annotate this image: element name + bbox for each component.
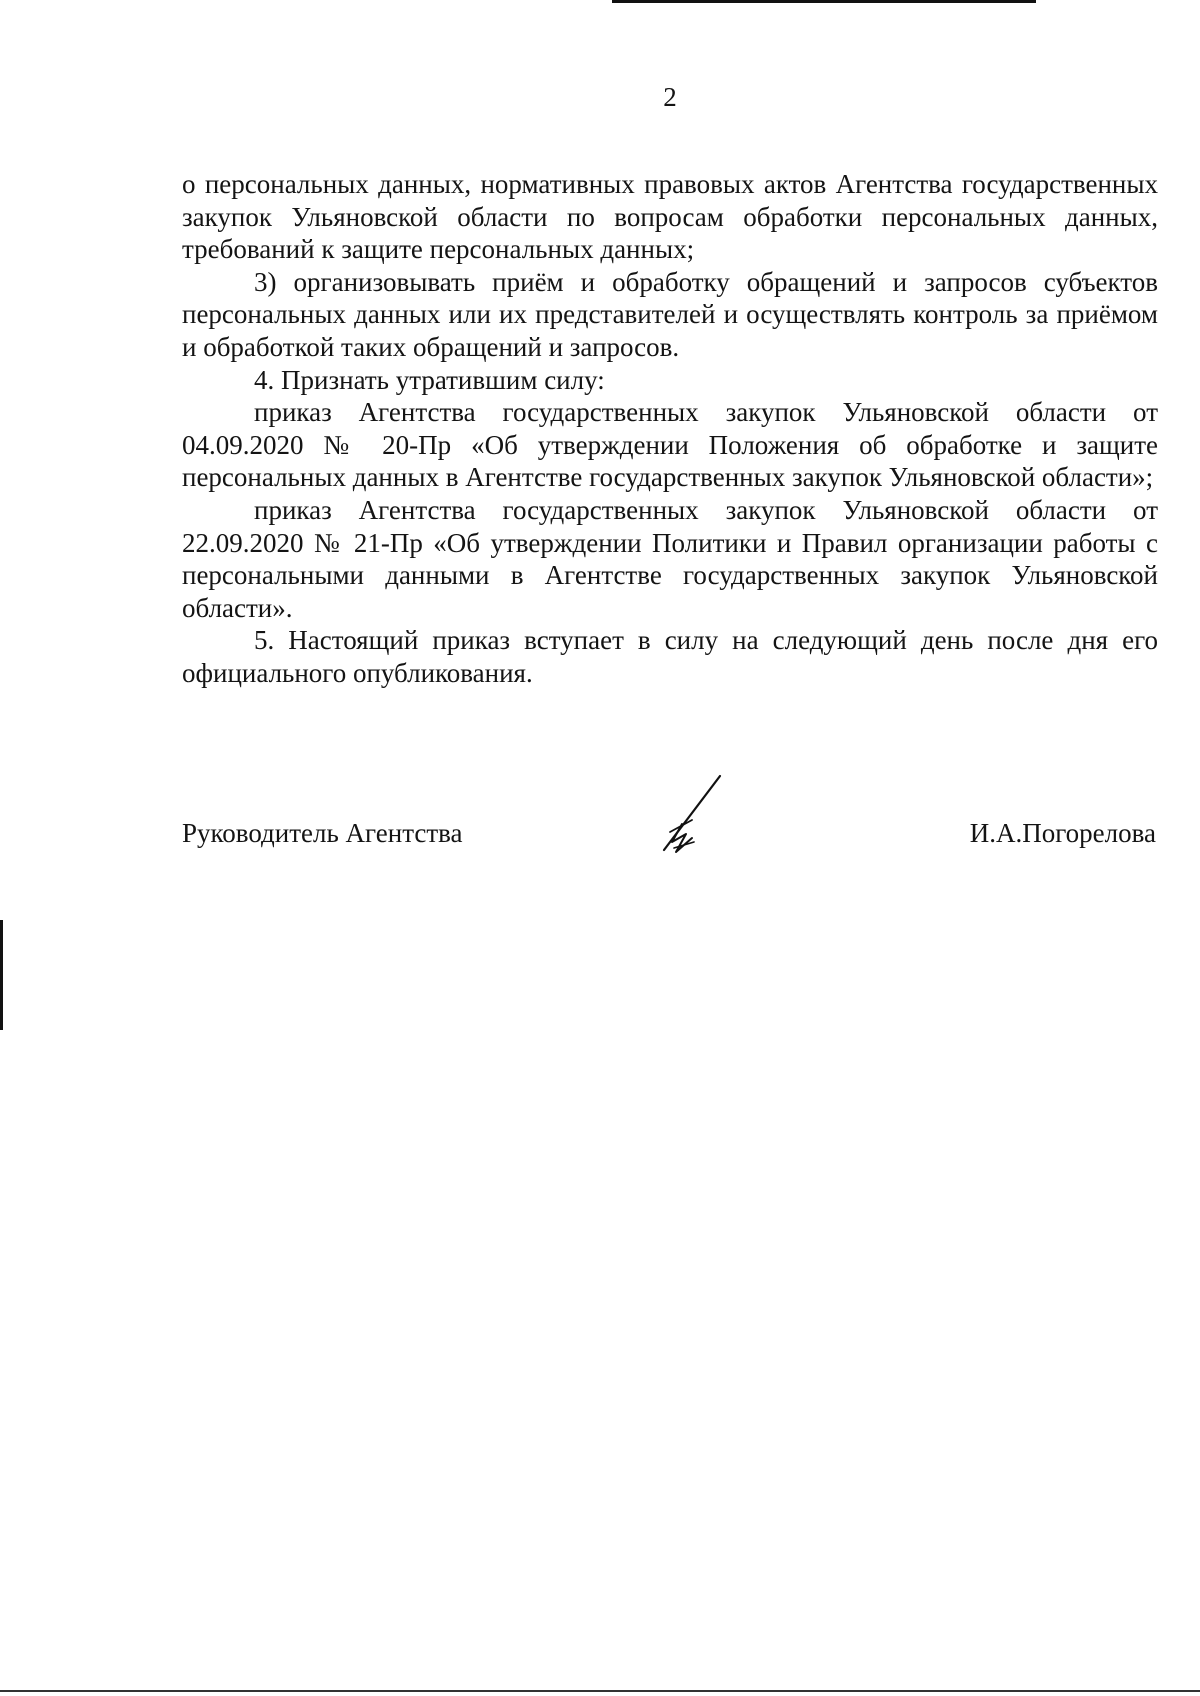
paragraph-item-5: 5. Настоящий приказ вступает в силу на следующий день после дня его официального опубликования. [182,625,1158,688]
scan-edge-top [612,0,1036,3]
signature-block [182,818,1156,858]
paragraph-item-3: 3) организовывать приём и обработку обращений и запросов субъектов персональных данных или их представителей и осуществлять контроль за приёмом и обработкой таких обращений и запросов. [182,266,1158,362]
scan-edge-left [0,920,3,1030]
signatory-name: И.А.Погорелова [969,818,1156,848]
handwritten-signature [652,772,732,862]
paragraph-item-4: 4. Признать утратившим силу: [254,364,605,395]
paragraph-repealed-order-2: приказ Агентства государственных закупок Ульяновской области от 22.09.2020 № 21-Пр «Об утверждении Политики и Правил организации работы с персональными данными в Агентстве государственных закупок Ульяновской области». [182,494,1158,623]
paragraph-continuation: о персональных данных, нормативных правовых актов Агентства государственных закупок Ульяновской области по вопросам обработки персональных данных, требований к защите персональных данных; [182,169,1158,265]
signatory-position: Руководитель Агентства [182,818,463,848]
page-number: 2 [663,82,677,112]
scan-edge-bottom [0,1690,1200,1692]
document-body [182,168,1158,690]
paragraph-repealed-order-1: приказ Агентства государственных закупок Ульяновской области от 04.09.2020 № 20-Пр «Об утверждении Положения об обработке и защите персональных данных в Агентстве государственных закупок Ульяновской области»; [182,397,1158,493]
